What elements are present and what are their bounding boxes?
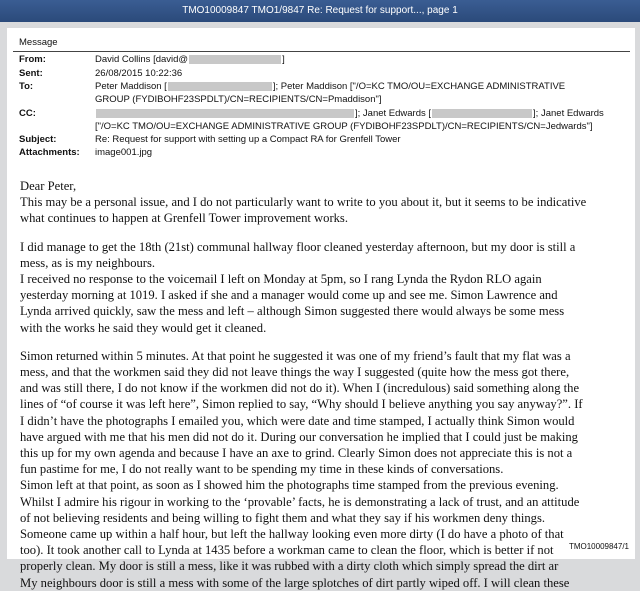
body-line: and was still there, I do not know if the workmen did not do it). When I (incredulous) said something along the [20,381,580,396]
redaction-box [96,109,354,118]
body-line: Lynda arrived quickly, saw the mess and left – although Simon suggested there would always be some mess [20,304,565,319]
redaction-box [432,109,532,118]
cc-value-line1 [95,108,604,119]
body-line: This may be a personal issue, and I do not particularly want to write to you about it, but it seems to be indicative [20,195,587,210]
paragraph-gap [20,227,628,239]
body-line: Dear Peter, [20,179,77,193]
body-line: too). It took another call to Lynda at 1435 before a workman came to clean the floor, which is better if not [20,543,554,558]
paragraph-gap [20,336,628,348]
body-line: yesterday morning at 1019. I asked if she and a manager would come up and see me. Simon Lawrence and [20,288,558,303]
to-label: To: [19,81,34,92]
body-line: Simon returned within 5 minutes. At that point he suggested it was one of my friend’s fault that my flat was a [20,348,571,363]
from-value-end: ] [282,54,285,65]
to-text-b: ]; Peter Maddison ["/O=KC TMO/OU=EXCHANGE ADMINISTRATIVE [272,81,566,92]
redaction-box [168,82,272,91]
from-value-text: David Collins [david@ [95,54,189,65]
redaction-box [189,55,281,64]
body-line: fun pastime for me, I do not really want to be spending my time in these kinds of conversations. [20,462,504,477]
attachment-link[interactable]: image001.jpg [95,147,153,158]
cc-label: CC: [19,108,36,119]
to-value-line1 [95,81,565,92]
body-line: Simon left at that point, as soon as I showed him the photographs time stamped from the previous evening. [20,478,559,493]
document-page [7,28,635,590]
window-title: TMO10009847 TMO1/9847 Re: Request for support..., page 1 [0,0,640,22]
body-line: this up for my own agenda and because I have an axe to grind. Clearly Simon does not appreciate this is not a [20,446,573,461]
body-line: mess, as is my neighbours. [20,255,156,270]
from-label: From: [19,54,46,65]
body-line: Someone came up within a half hour, but left the hallway looking even more dirty (I do have a photo of that [20,527,564,542]
cc-value-line2: ["/O=KC TMO/OU=EXCHANGE ADMINISTRATIVE GROUP (FYDIBOHF23SPDLT)/CN=RECIPIENTS/CN=Jedwards"] [95,121,593,132]
body-line: of not believing residents and being willing to fight them and what they say if his workmen deny things. [20,510,546,525]
to-text-a: Peter Maddison [ [95,81,167,92]
cc-text-a: ]; Janet Edwards [ [355,108,432,119]
body-line: I didn’t have the photographs I emailed you, which were date and time stamped, I actually think Simon would [20,413,575,428]
body-line: My neighbours door is still a mess with some of the large splotches of dirt partly wiped off. I will clean these [20,575,570,590]
body-line: mess, and that the workmen said they did not leave things the way I suggested (quite how the mess got there, [20,365,570,380]
message-label: Message [19,37,58,48]
from-value [95,54,285,65]
body-line: lines of “of course it was left here”, Simon replied to say, “Why should I believe anything you say anyway?”. If [20,397,583,412]
subject-value: Re: Request for support with setting up a Compact RA for Grenfell Tower [95,134,401,145]
sent-label: Sent: [19,68,43,79]
subject-label: Subject: [19,134,57,145]
body-line: properly clean. My door is still a mess, like it was rubbed with a dirty cloth which simply spread the dirt ar [20,559,559,574]
body-line: Whilst I admire his rigour in working to the ‘provable’ facts, he is demonstrating a lack of trust, and an attitude [20,494,580,509]
document-stamp: TMO10009847/1 [568,542,629,551]
body-line: I received no response to the voicemail I left on Monday at 5pm, so I rang Lynda the Rydon RLO again [20,272,542,287]
attachments-label: Attachments: [19,147,80,158]
body-line: have argued with me that his men did not do it. During our conversation he implied that I could just be making [20,429,578,444]
sent-value: 26/08/2015 10:22:36 [95,68,183,79]
body-line: I did manage to get the 18th (21st) communal hallway floor cleaned yesterday afternoon, but my door is still a [20,239,576,254]
cc-text-b: ]; Janet Edwards [533,108,604,119]
body-line: with the works he said they would get it cleaned. [20,320,267,335]
to-value-line2: GROUP (FYDIBOHF23SPDLT)/CN=RECIPIENTS/CN=Pmaddison"] [95,94,382,105]
body-line: what continues to happen at Grenfell Tower improvement works. [20,211,348,226]
email-body [20,178,628,591]
header-top-rule [13,51,630,52]
